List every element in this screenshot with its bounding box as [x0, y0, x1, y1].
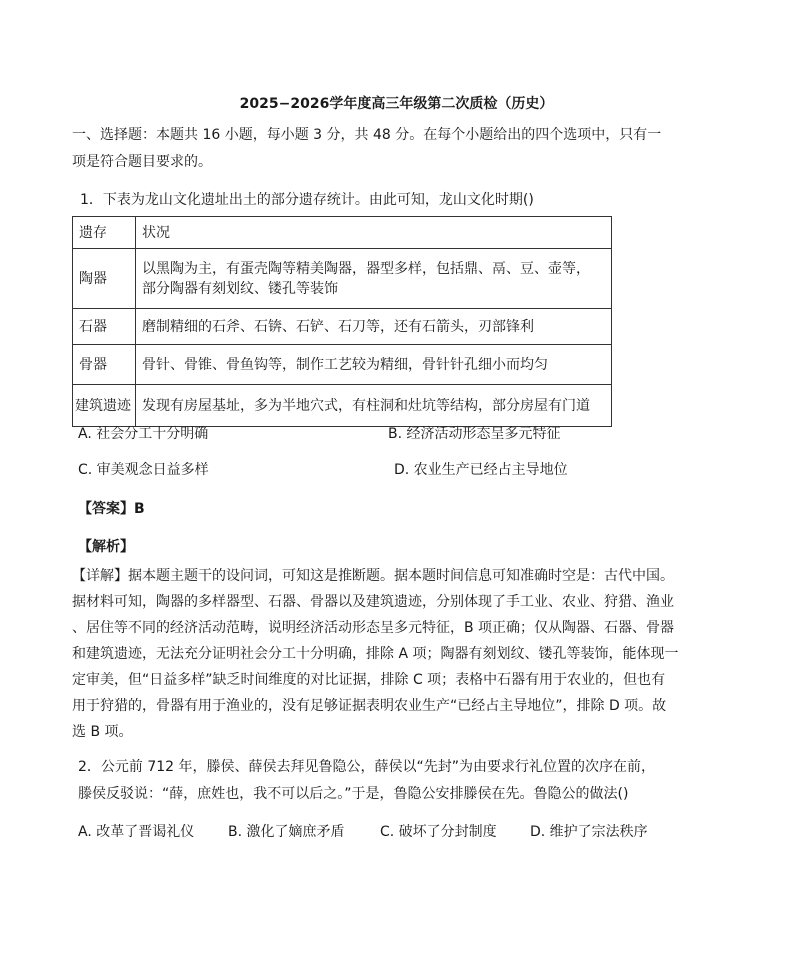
analysis-line: 选 B 项。: [72, 724, 133, 740]
q2-option-c: C. 破坏了分封制度: [380, 824, 497, 840]
table-row-label: 建筑遗迹: [73, 385, 136, 427]
table-row-text: 发现有房屋基址，多为半地穴式，有柱洞和灶坑等结构，部分房屋有门道: [136, 385, 612, 427]
table-row-text: 骨针、骨锥、骨鱼钩等，制作工艺较为精细，骨针针孔细小而均匀: [136, 345, 612, 385]
analysis-line: 用于狩猎的，骨器有用于渔业的，没有足够证据表明农业生产“已经占主导地位”，排除 D 项。故: [72, 698, 667, 714]
table-header-cell: 遗存: [73, 217, 136, 249]
question-2-stem-line-2: 滕侯反驳说：“薛，庶姓也，我不可以后之。”于是，鲁隐公安排滕侯在先。鲁隐公的做法(): [78, 786, 629, 802]
q1-option-c: C. 审美观念日益多样: [78, 462, 209, 478]
table-row-text: 磨制精细的石斧、石锛、石铲、石刀等，还有石箭头，刃部锋利: [136, 309, 612, 345]
q1-option-b: B. 经济活动形态呈多元特征: [388, 426, 561, 442]
question-2-stem-line-1: 2．公元前 712 年，滕侯、薛侯去拜见鲁隐公，薛侯以“先封”为由要求行礼位置的次序在前，: [78, 759, 656, 775]
table-row: [73, 385, 612, 427]
table-row-text-line: 部分陶器有刻划纹、镂孔等装饰: [142, 280, 338, 297]
table-row-label: 陶器: [73, 249, 136, 309]
table-row: [73, 345, 612, 385]
analysis-line: 定审美，但“日益多样”缺乏时间维度的对比证据，排除 C 项；表格中石器有用于农业的，但也有: [72, 672, 666, 688]
q2-option-d: D. 维护了宗法秩序: [530, 824, 648, 840]
question-1-stem: 1．下表为龙山文化遗址出土的部分遗存统计。由此可知，龙山文化时期(): [80, 192, 534, 208]
table-row-label: 石器: [73, 309, 136, 345]
table-row: [73, 309, 612, 345]
table-row-label: 骨器: [73, 345, 136, 385]
analysis-line: 和建筑遗迹，无法充分证明社会分工十分明确，排除 A 项；陶器有刻划纹、镂孔等装饰，能体现一: [72, 646, 679, 662]
section-intro-line-2: 项是符合题目要求的。: [72, 154, 212, 170]
q2-option-a: A. 改革了晋谒礼仪: [78, 824, 195, 840]
table-header-row: [73, 217, 612, 249]
q1-analysis-label: 【解析】: [78, 539, 134, 555]
analysis-line: 、居住等不同的经济活动范畴，说明经济活动形态呈多元特征，B 项正确；仅从陶器、石器、骨器: [72, 620, 675, 636]
exam-title: 2025−2026学年度高三年级第二次质检（历史）: [239, 96, 554, 112]
analysis-line: 据材料可知，陶器的多样器型、石器、骨器以及建筑遗迹，分别体现了手工业、农业、狩猎、渔业: [72, 594, 674, 610]
analysis-line: 【详解】据本题主题干的设问词，可知这是推断题。据本题时间信息可知准确时空是：古代中国。: [72, 568, 674, 584]
table-row-text: [136, 249, 612, 309]
q2-option-b: B. 激化了嫡庶矛盾: [228, 824, 345, 840]
table-header-cell: 状况: [136, 217, 612, 249]
q1-option-d: D. 农业生产已经占主导地位: [394, 462, 568, 478]
section-intro-line-1: 一、选择题：本题共 16 小题，每小题 3 分，共 48 分。在每个小题给出的四个选项中，只有一: [72, 127, 662, 143]
q1-option-a: A. 社会分工十分明确: [78, 426, 209, 442]
table-row: [73, 249, 612, 309]
q1-answer: 【答案】B: [78, 501, 145, 517]
table-row-text-line: 以黑陶为主，有蛋壳陶等精美陶器，器型多样，包括鼎、鬲、豆、壶等，: [142, 260, 590, 277]
relics-table: [72, 216, 612, 427]
